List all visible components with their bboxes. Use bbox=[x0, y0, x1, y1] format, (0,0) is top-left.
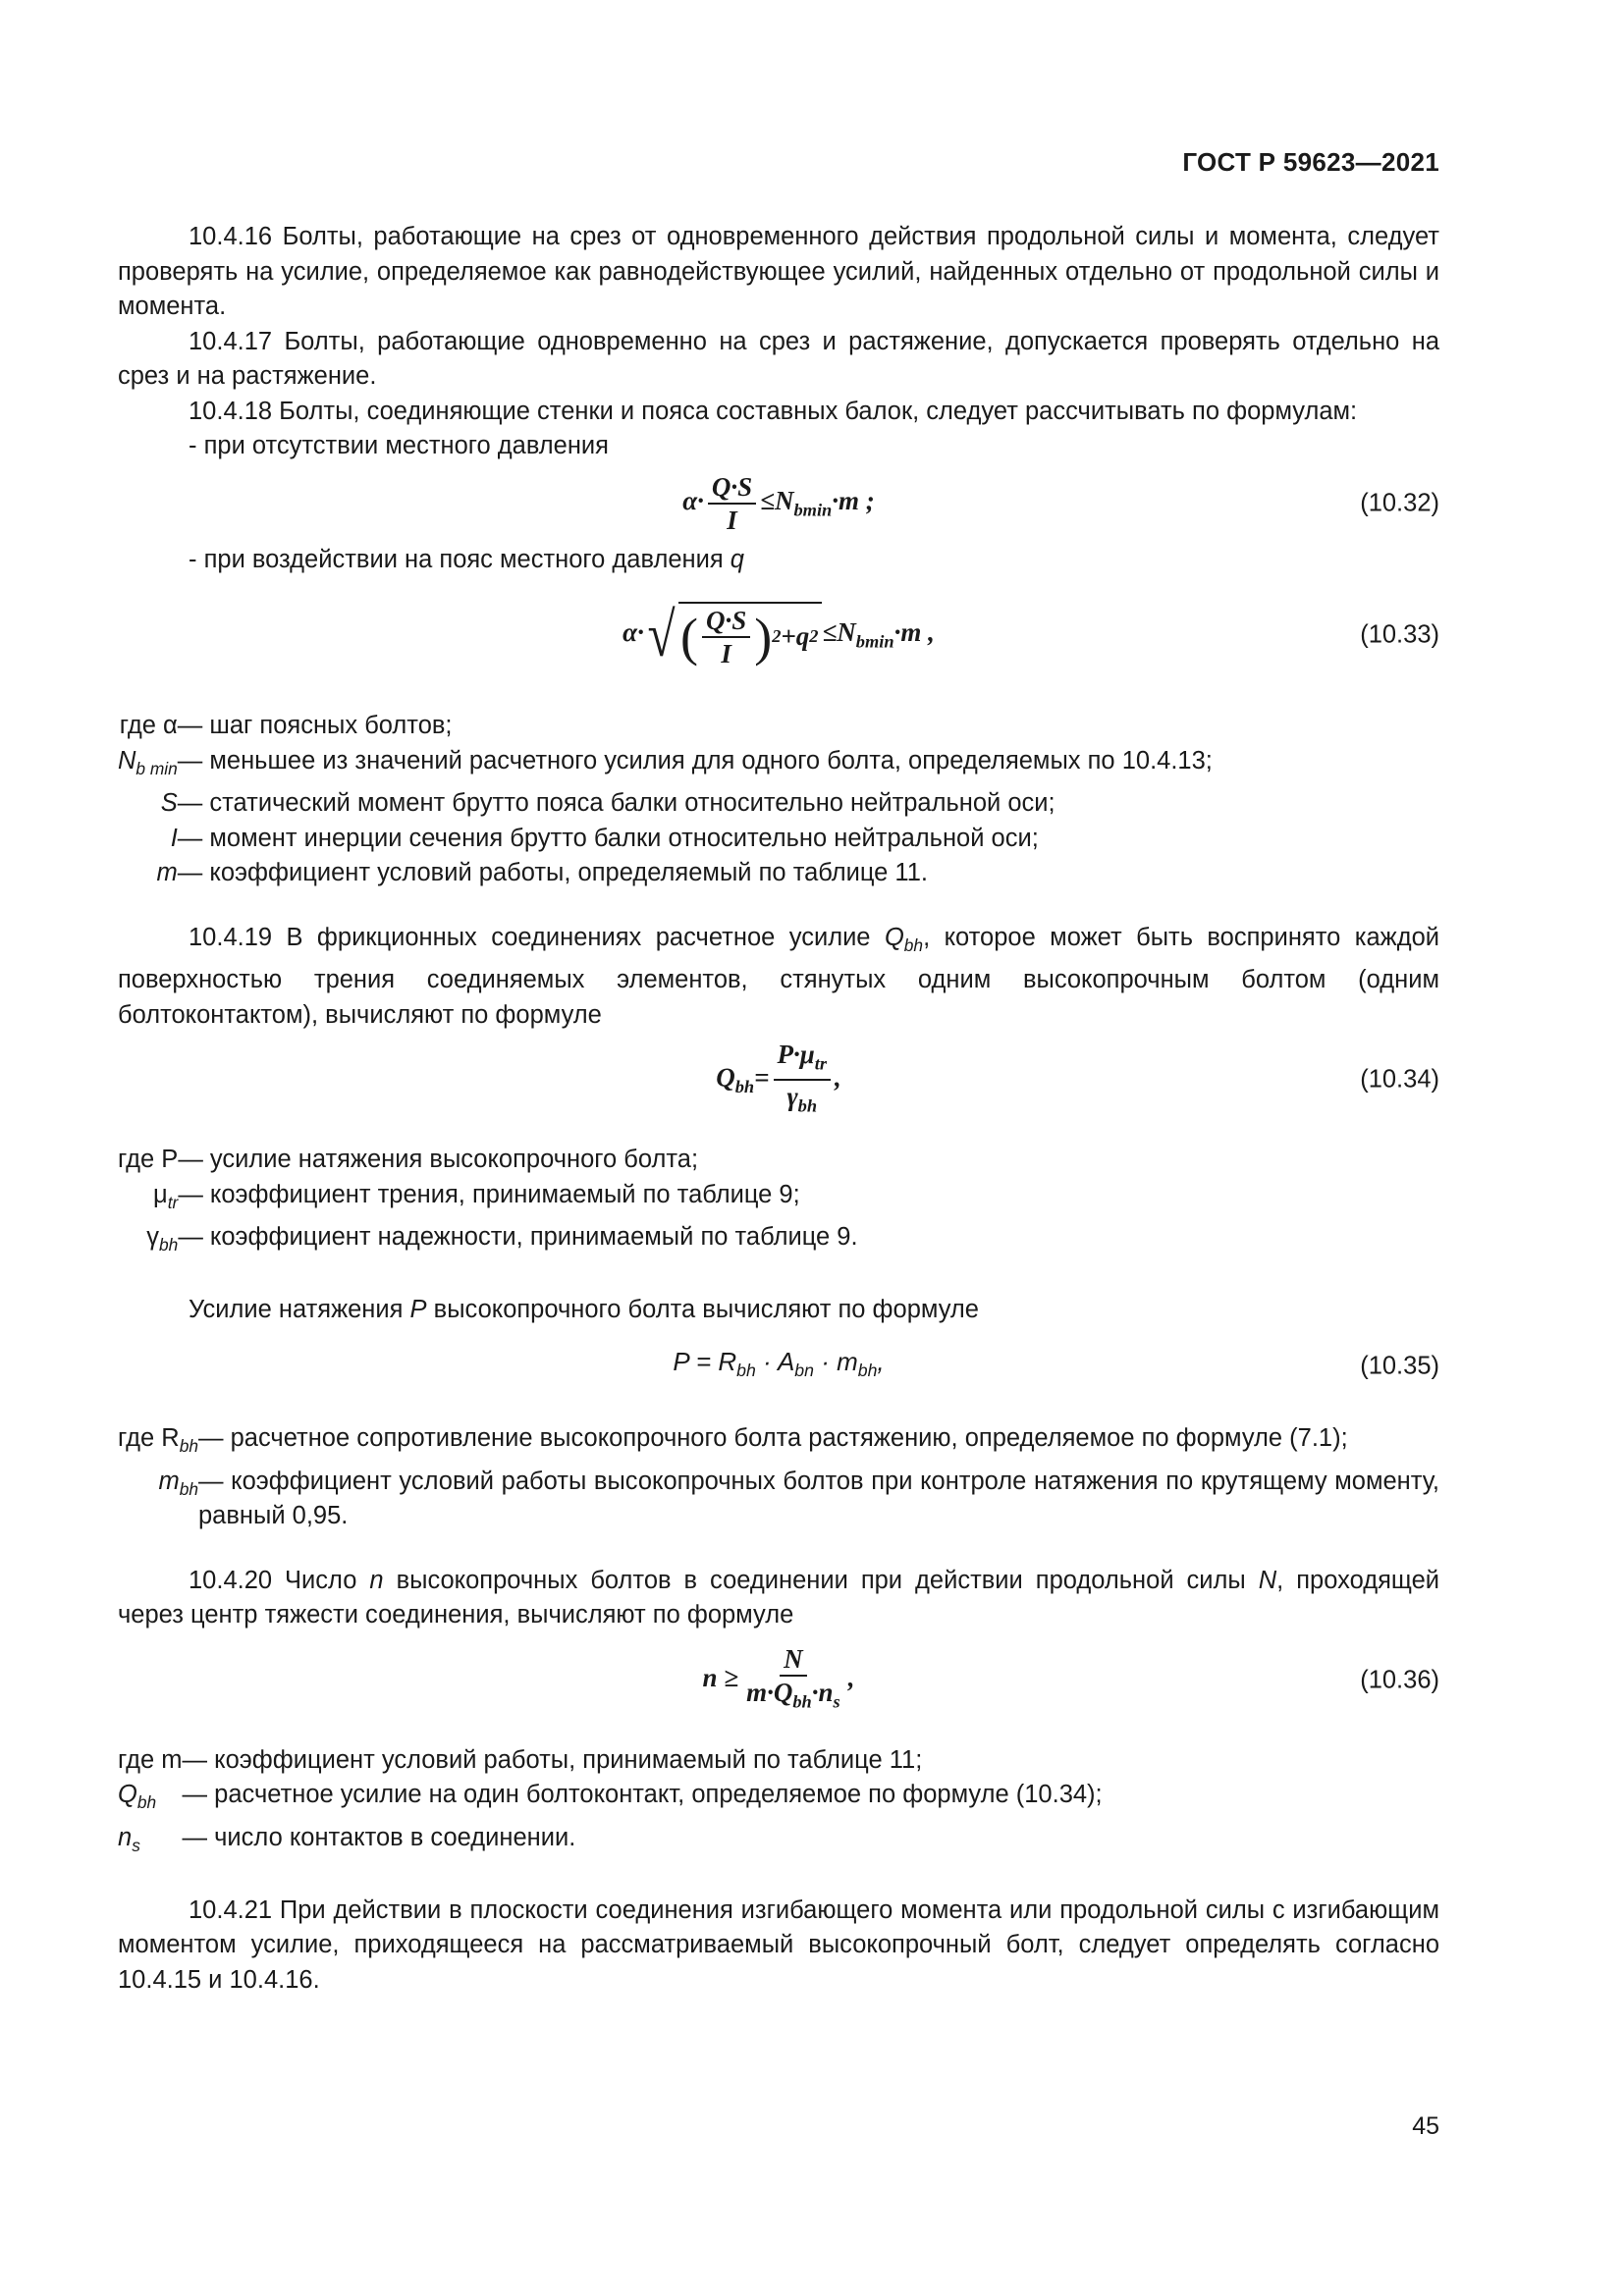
legend-symbol: S bbox=[160, 789, 178, 818]
legend-symbol: $Q_{bh}$ bbox=[118, 1781, 157, 1813]
case-no-local-pressure: - при отсутствии местного давления bbox=[189, 432, 609, 459]
legend-symbol: где m bbox=[118, 1745, 183, 1774]
legend-text: — коэффициент трения, принимаемый по таблице 9; bbox=[178, 1180, 800, 1208]
formula-10-35 bbox=[118, 1327, 1439, 1406]
legend-formula-10-34 bbox=[118, 1143, 1439, 1263]
paragraph-10-4-21: 10.4.21 При действии в плоскости соединения изгибающего момента или продольной силы с изгибающим моментом усилие, приходящееся на рассматриваемый высокопрочный болт, следует определять согласно 10.4.15 и 10.4.16. bbox=[118, 1896, 1439, 1994]
legend-symbol: $\mu_{tr}$ bbox=[153, 1180, 179, 1212]
paragraph-10-4-16: 10.4.16 Болты, работающие на срез от одновременного действия продольной силы и момента, следует проверять на усилие, определяемое как равнодействующее усилий, найденных отдельно от продольной силы и момента. bbox=[118, 223, 1439, 320]
case-local-pressure: - при воздействии на пояс местного давления q bbox=[189, 545, 744, 573]
formula-10-32 bbox=[118, 464, 1439, 543]
formula-10-35-expression: $P = R_{bh} \cdot A_{bn} \cdot m_{bh}$, bbox=[673, 1347, 885, 1381]
legend-text: — момент инерции сечения брутто балки относительно нейтральной оси; bbox=[177, 824, 1039, 852]
legend-text: — расчетное усилие на один болтоконтакт, определяемое по формуле (10.34); bbox=[182, 1781, 1103, 1809]
formula-10-36-expression: n ≥ $\frac{N}{m\cdot Q_{bh}\cdot n_s}$ , bbox=[702, 1644, 855, 1712]
legend-symbol: I bbox=[170, 824, 178, 852]
formula-10-34-expression: $Q_{bh}=$ $\frac{P\cdot\mu_{tr}}{\gamma_{bh}}$ , bbox=[716, 1039, 841, 1116]
formula-number: (10.34) bbox=[1360, 1065, 1439, 1094]
legend-text: — расчетное сопротивление высокопрочного болта растяжению, определяемое по формуле (7.1); bbox=[198, 1424, 1348, 1453]
legend-symbol: $N_{b min}$ bbox=[118, 746, 178, 778]
legend-formula-10-36 bbox=[118, 1743, 1439, 1864]
formula-number: (10.32) bbox=[1360, 488, 1439, 516]
legend-formula-10-35 bbox=[118, 1421, 1439, 1534]
legend-text: — усилие натяжения высокопрочного болта; bbox=[178, 1146, 699, 1174]
formula-10-32-expression: α· $\frac{Q\cdot S}{I}$ $\le N_{bmin}\cdot m$ ; bbox=[682, 471, 875, 535]
legend-symbol: где α bbox=[119, 712, 178, 739]
paragraph-tension-force: Усилие натяжения P высокопрочного болта вычисляют по формуле bbox=[189, 1295, 979, 1323]
formula-10-33-expression: α· √ ( $\frac{Q\cdot S}{I}$ ) 2 +q 2 $\le N_{bmin}\cdot m$ , bbox=[623, 600, 935, 669]
formula-10-36 bbox=[118, 1633, 1439, 1728]
page-number: 45 bbox=[1412, 2112, 1439, 2140]
legend-text: — меньшее из значений расчетного усилия для одного болта, определяемых по 10.4.13; bbox=[177, 746, 1213, 774]
legend-text: — статический момент брутто пояса балки относительно нейтральной оси; bbox=[177, 789, 1056, 818]
legend-text: — коэффициент условий работы, определяемый по таблице 11. bbox=[177, 859, 928, 887]
formula-10-33 bbox=[118, 577, 1439, 693]
legend-formulas-10-32-10-33 bbox=[118, 709, 1439, 891]
legend-text: — коэффициент условий работы высокопрочных болтов при контроле натяжения по крутящему моменту, равный 0,95. bbox=[198, 1467, 1439, 1530]
formula-10-34 bbox=[118, 1033, 1439, 1127]
legend-symbol: m bbox=[156, 859, 178, 887]
paragraph-10-4-17: 10.4.17 Болты, работающие одновременно на срез и растяжение, допускается проверять отдельно на срез и на растяжение. bbox=[118, 327, 1439, 390]
legend-text: — число контактов в соединении. bbox=[182, 1824, 576, 1852]
standard-designation: ГОСТ Р 59623—2021 bbox=[1182, 147, 1439, 177]
legend-symbol: $\gamma_{bh}$ bbox=[146, 1223, 179, 1255]
formula-number: (10.35) bbox=[1360, 1352, 1439, 1380]
legend-symbol: $n_s$ bbox=[118, 1824, 140, 1856]
legend-text: — коэффициент условий работы, принимаемый по таблице 11; bbox=[182, 1745, 923, 1774]
legend-symbol: $m_{bh}$ bbox=[158, 1467, 198, 1500]
paragraph-10-4-18: 10.4.18 Болты, соединяющие стенки и пояса составных балок, следует рассчитывать по формулам: bbox=[189, 397, 1358, 425]
paragraph-10-4-19: 10.4.19 В фрикционных соединениях расчетное усилие $Q_{bh}$, которое может быть воспринято каждой поверхностью трения соединяемых элементов, стянутых одним высокопрочным болтом (одним болтоконтактом), вычисляют по формуле bbox=[118, 923, 1440, 1029]
legend-symbol: где P bbox=[118, 1146, 179, 1174]
legend-text: — коэффициент надежности, принимаемый по таблице 9. bbox=[178, 1223, 858, 1252]
page-body bbox=[118, 220, 1439, 1998]
radical-sign: √ bbox=[647, 600, 676, 669]
formula-number: (10.36) bbox=[1360, 1666, 1439, 1694]
formula-number: (10.33) bbox=[1360, 620, 1439, 649]
legend-text: — шаг поясных болтов; bbox=[177, 712, 453, 739]
paragraph-10-4-20: 10.4.20 Число n высокопрочных болтов в соединении при действии продольной силы N, проходящей через центр тяжести соединения, вычисляют по формуле bbox=[118, 1566, 1439, 1629]
legend-symbol: где $R_{bh}$ bbox=[118, 1424, 198, 1457]
